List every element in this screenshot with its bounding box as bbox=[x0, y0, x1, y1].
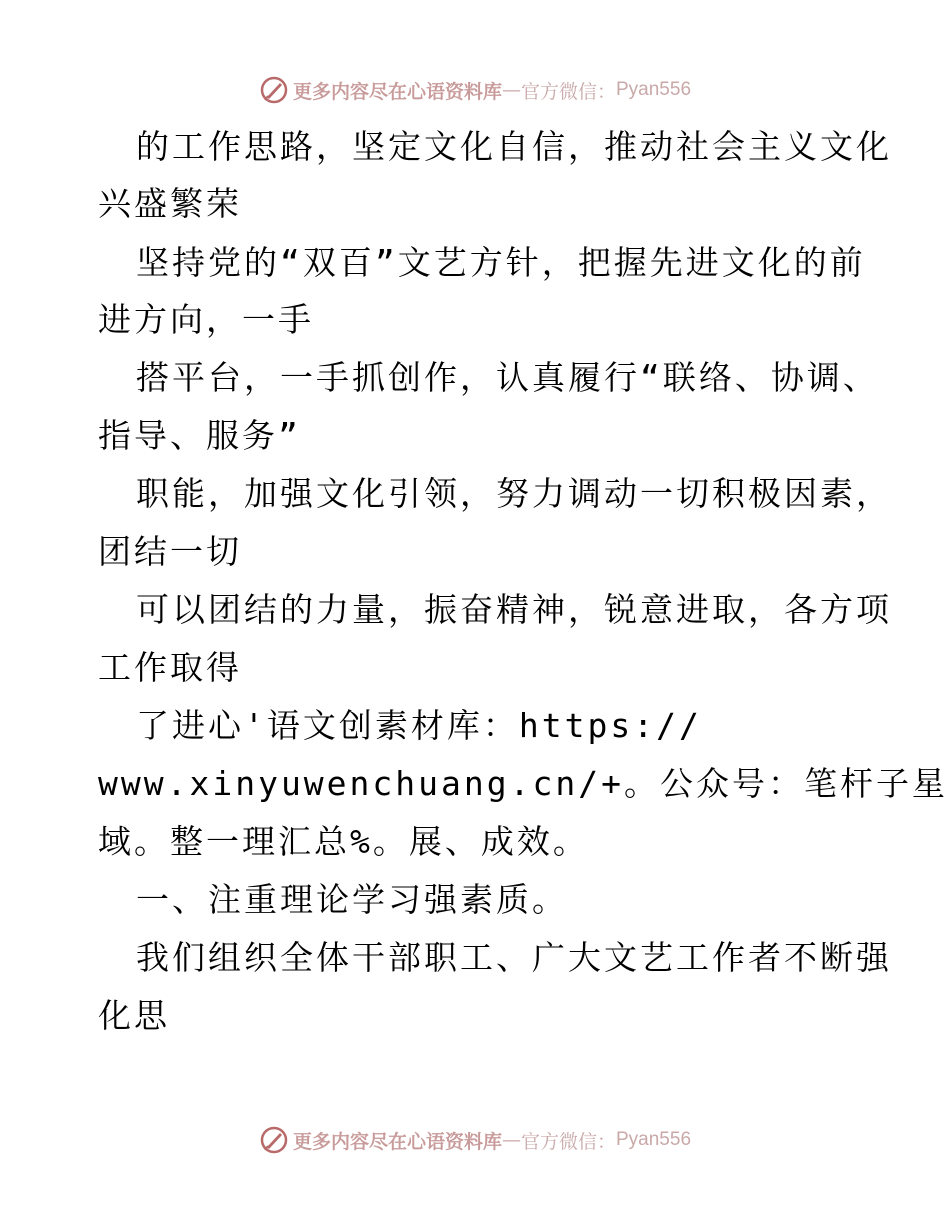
banner-dash: — bbox=[501, 79, 521, 101]
text-line: 我们组织全体干部职工、广大文艺工作者不断强 bbox=[136, 938, 892, 977]
text-line: 指导、服务” bbox=[98, 416, 301, 455]
banner-main-text: 更多内容尽在心语资料库 bbox=[292, 1130, 502, 1153]
text-line: 化思 bbox=[98, 996, 170, 1035]
text-line: www.xinyuwenchuang.cn/+。公众号：笔杆子星 bbox=[98, 764, 948, 803]
banner-wechat-id: Pyan556 bbox=[616, 1129, 692, 1150]
text-line: 工作取得 bbox=[98, 648, 242, 687]
text-line: 坚持党的“双百”文艺方针，把握先进文化的前 bbox=[136, 243, 866, 282]
watermark-banner-bottom bbox=[0, 1122, 950, 1158]
banner-wechat-id: Pyan556 bbox=[616, 79, 692, 100]
banner-main-text: 更多内容尽在心语资料库 bbox=[292, 80, 502, 103]
banner-side-text: 官方微信： bbox=[520, 80, 616, 103]
text-line: 域。整一理汇总%。展、成效。 bbox=[98, 822, 589, 861]
text-line: 进方向，一手 bbox=[98, 300, 314, 339]
text-line: 职能，加强文化引领，努力调动一切积极因素， bbox=[136, 474, 892, 513]
text-line: 团结一切 bbox=[98, 532, 242, 571]
text-line: 一、注重理论学习强素质。 bbox=[136, 880, 568, 919]
watermark-banner-top bbox=[0, 72, 950, 108]
text-line: 搭平台，一手抓创作，认真履行“联络、协调、 bbox=[136, 358, 879, 397]
text-line: 的工作思路，坚定文化自信，推动社会主义文化 bbox=[136, 127, 892, 166]
banner-side-text: 官方微信： bbox=[520, 1130, 616, 1153]
quill-logo-icon bbox=[259, 75, 289, 105]
text-line: 兴盛繁荣 bbox=[98, 184, 242, 223]
banner-dash: — bbox=[501, 1129, 521, 1151]
quill-logo-icon bbox=[259, 1125, 289, 1155]
text-line: 了进心'语文创素材库：https:// bbox=[136, 706, 702, 745]
text-line: 可以团结的力量，振奋精神，锐意进取，各方项 bbox=[136, 590, 892, 629]
